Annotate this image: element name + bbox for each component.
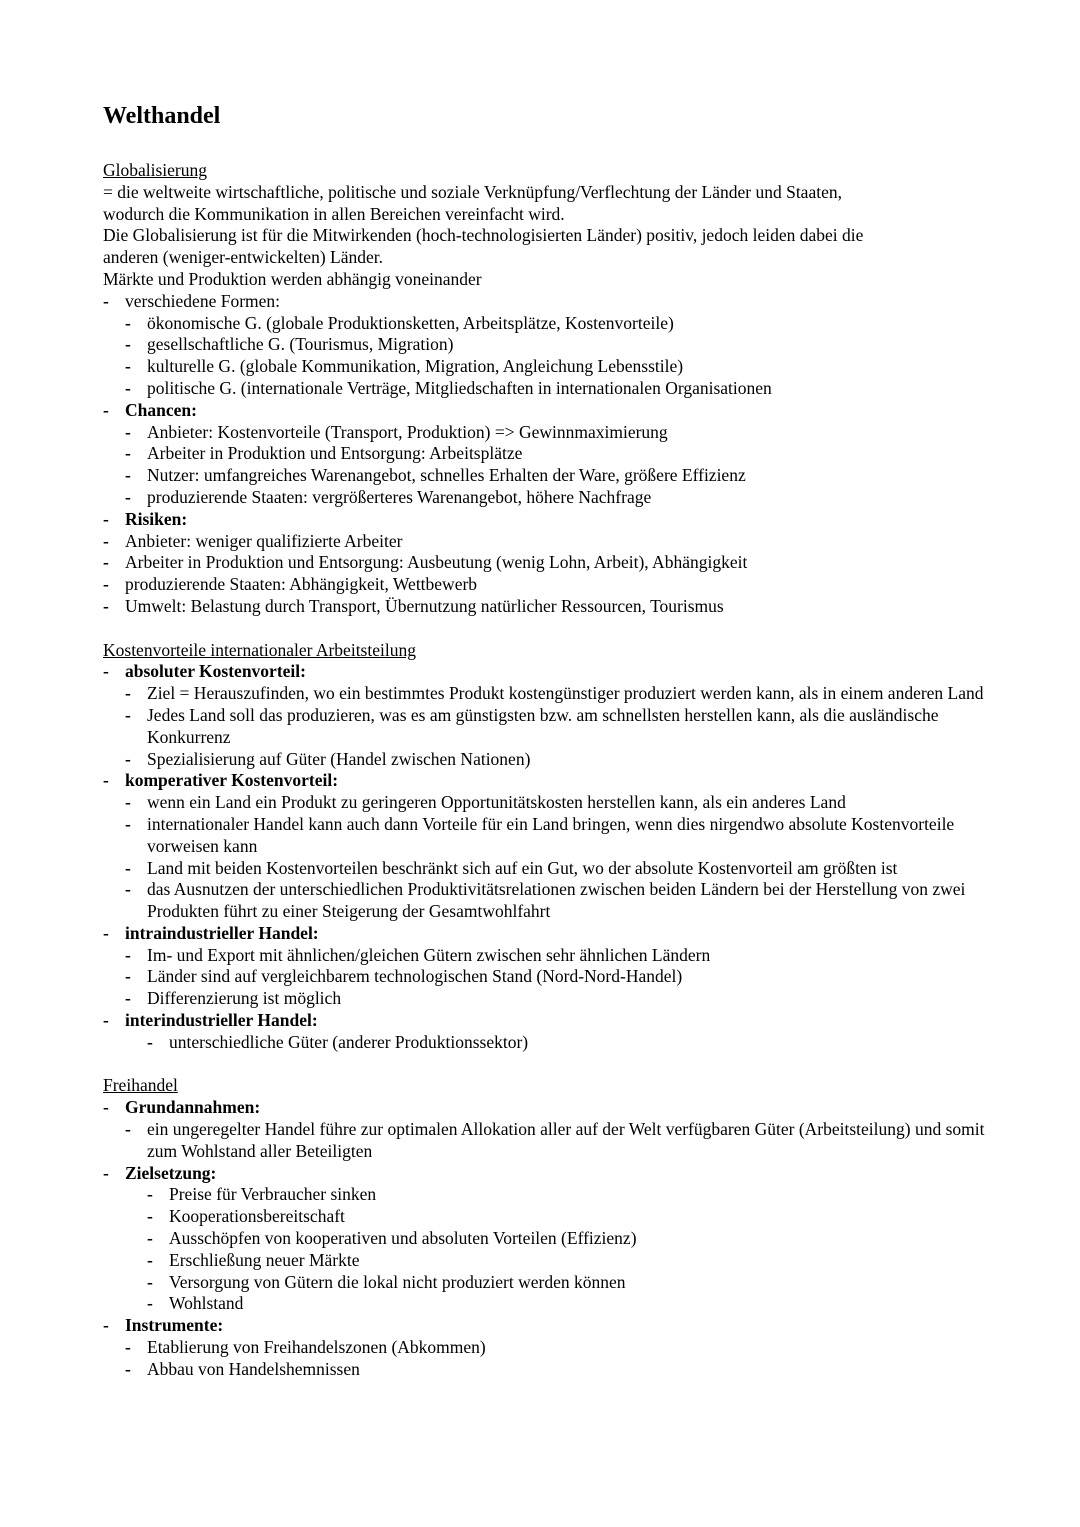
- list-item: - Länder sind auf vergleichbarem technologischen Stand (Nord-Nord-Handel): [125, 966, 683, 987]
- list-item: - verschiedene Formen:: [103, 290, 281, 311]
- bullet-dash-icon: -: [125, 1119, 131, 1140]
- list-item: - gesellschaftliche G. (Tourismus, Migration): [125, 334, 454, 355]
- bullet-dash-icon: -: [125, 988, 131, 1009]
- list-item: - Arbeiter in Produktion und Entsorgung: Arbeitsplätze: [125, 443, 523, 464]
- list-item: - Differenzierung ist möglich: [125, 988, 342, 1009]
- list-item: - Risiken:: [103, 508, 188, 529]
- section-freihandel: [103, 1075, 1003, 1380]
- list-item: - Nutzer: umfangreiches Warenangebot, schnelles Erhalten der Ware, größere Effizienz: [125, 465, 746, 486]
- paragraph-line: wodurch die Kommunikation in allen Bereichen vereinfacht wird.: [103, 203, 565, 224]
- bullet-dash-icon: -: [125, 966, 131, 987]
- list-item: - das Ausnutzen der unterschiedlichen Produktivitätsrelationen zwischen beiden Ländern bei der Herstellung von zwei Produkten führt zu einer Steigerung der Gesamtwohlfahrt: [125, 879, 966, 922]
- list-item: - intraindustrieller Handel:: [103, 922, 319, 943]
- list-item: - Land mit beiden Kostenvorteilen beschränkt sich auf ein Gut, wo der absolute Kostenvorteil am größten ist: [125, 857, 898, 878]
- bullet-dash-icon: -: [103, 1162, 109, 1183]
- bullet-dash-icon: -: [103, 1097, 109, 1118]
- bullet-dash-icon: -: [125, 792, 131, 813]
- list-item: - politische G. (internationale Verträge, Mitgliedschaften in internationalen Organisationen: [125, 377, 772, 398]
- bullet-dash-icon: -: [103, 595, 109, 616]
- bullet-dash-icon: -: [125, 421, 131, 442]
- list-item: - produzierende Staaten: Abhängigkeit, Wettbewerb: [103, 574, 478, 595]
- bullet-dash-icon: -: [147, 1293, 153, 1314]
- list-item: - Kooperationsbereitschaft: [147, 1206, 345, 1227]
- bullet-dash-icon: -: [125, 857, 131, 878]
- bullet-dash-icon: -: [103, 399, 109, 420]
- paragraph-line: = die weltweite wirtschaftliche, politische und soziale Verknüpfung/Verflechtung der Länder und Staaten,: [103, 181, 842, 202]
- list-item: - produzierende Staaten: vergrößerteres Warenangebot, höhere Nachfrage: [125, 486, 652, 507]
- bullet-dash-icon: -: [125, 683, 131, 704]
- list-item: - Etablierung von Freihandelszonen (Abkommen): [125, 1337, 486, 1358]
- bullet-dash-icon: -: [125, 486, 131, 507]
- list-item: - Ziel = Herauszufinden, wo ein bestimmtes Produkt kostengünstiger produziert werden kann, als in einem anderen Land: [125, 683, 984, 704]
- bullet-dash-icon: -: [103, 1315, 109, 1336]
- paragraph-line: Die Globalisierung ist für die Mitwirkenden (hoch-technologisierten Länder) positiv, jedoch leiden dabei die: [103, 225, 864, 246]
- list-item: - Arbeiter in Produktion und Entsorgung: Ausbeutung (wenig Lohn, Arbeit), Abhängigkeit: [103, 552, 748, 573]
- list-item: - Chancen:: [103, 399, 197, 420]
- bullet-dash-icon: -: [103, 922, 109, 943]
- list-item: - Instrumente:: [103, 1315, 224, 1336]
- bullet-dash-icon: -: [103, 508, 109, 529]
- list-item: - ökonomische G. (globale Produktionsketten, Arbeitsplätze, Kostenvorteile): [125, 312, 674, 333]
- list-item: - absoluter Kostenvorteil:: [103, 661, 306, 682]
- bullet-dash-icon: -: [125, 377, 131, 398]
- bullet-dash-icon: -: [125, 356, 131, 377]
- bullet-dash-icon: -: [125, 334, 131, 355]
- section-heading: Freihandel: [103, 1075, 178, 1096]
- bullet-dash-icon: -: [125, 1358, 131, 1379]
- bullet-dash-icon: -: [103, 290, 109, 311]
- paragraph-line: Märkte und Produktion werden abhängig voneinander: [103, 268, 482, 289]
- list-item: - Jedes Land soll das produzieren, was es am günstigsten bzw. am schnellsten herstellen kann, als die ausländische Konkurrenz: [125, 704, 939, 747]
- bullet-dash-icon: -: [103, 552, 109, 573]
- list-item: - Preise für Verbraucher sinken: [147, 1184, 377, 1205]
- list-item: - interindustrieller Handel:: [103, 1010, 318, 1031]
- list-item: - Abbau von Handelshemnissen: [125, 1358, 360, 1379]
- list-item: - wenn ein Land ein Produkt zu geringeren Opportunitätskosten herstellen kann, als ein anderes Land: [125, 792, 846, 813]
- bullet-dash-icon: -: [103, 574, 109, 595]
- bullet-dash-icon: -: [147, 1271, 153, 1292]
- bullet-dash-icon: -: [147, 1206, 153, 1227]
- paragraph-line: anderen (weniger-entwickelten) Länder.: [103, 247, 383, 268]
- list-item: - Wohlstand: [147, 1293, 244, 1314]
- bullet-dash-icon: -: [125, 944, 131, 965]
- bullet-dash-icon: -: [125, 465, 131, 486]
- list-item: - Zielsetzung:: [103, 1162, 217, 1183]
- bullet-dash-icon: -: [125, 748, 131, 769]
- bullet-dash-icon: -: [125, 879, 131, 900]
- list-item: - kulturelle G. (globale Kommunikation, Migration, Angleichung Lebensstile): [125, 356, 684, 377]
- list-item: - Erschließung neuer Märkte: [147, 1249, 360, 1270]
- document-title: Welthandel: [103, 103, 221, 129]
- bullet-dash-icon: -: [147, 1184, 153, 1205]
- list-item: - Umwelt: Belastung durch Transport, Übernutzung natürlicher Ressourcen, Tourismus: [103, 595, 724, 616]
- bullet-dash-icon: -: [147, 1228, 153, 1249]
- bullet-dash-icon: -: [147, 1249, 153, 1270]
- bullet-dash-icon: -: [125, 704, 131, 725]
- bullet-dash-icon: -: [125, 312, 131, 333]
- list-item: - unterschiedliche Güter (anderer Produktionssektor): [147, 1031, 529, 1052]
- document-page: [103, 98, 1003, 1381]
- bullet-dash-icon: -: [125, 1337, 131, 1358]
- bullet-dash-icon: -: [103, 661, 109, 682]
- list-item: - Anbieter: weniger qualifizierte Arbeiter: [103, 530, 403, 551]
- list-item: - internationaler Handel kann auch dann Vorteile für ein Land bringen, wenn dies nirgendwo absolute Kostenvorteile vorweisen kann: [125, 813, 955, 856]
- bullet-dash-icon: -: [147, 1031, 153, 1052]
- section-heading: Globalisierung: [103, 160, 208, 180]
- list-item: - komperativer Kostenvorteil:: [103, 770, 339, 791]
- bullet-dash-icon: -: [125, 443, 131, 464]
- list-item: - Grundannahmen:: [103, 1097, 261, 1118]
- bullet-dash-icon: -: [125, 813, 131, 834]
- section-kostenvorteile: [103, 640, 1003, 1054]
- list-item: - Anbieter: Kostenvorteile (Transport, Produktion) => Gewinnmaximierung: [125, 421, 668, 442]
- bullet-dash-icon: -: [103, 1010, 109, 1031]
- bullet-dash-icon: -: [103, 530, 109, 551]
- section-spacer: [103, 618, 1003, 640]
- section-globalisierung: [103, 160, 1003, 618]
- list-item: - Versorgung von Gütern die lokal nicht produziert werden können: [147, 1271, 626, 1292]
- section-spacer: [103, 1054, 1003, 1076]
- list-item: - ein ungeregelter Handel führe zur optimalen Allokation aller auf der Welt verfügbaren Güter (Arbeitsteilung) und somit zum Wohlstand aller Beteiligten: [125, 1119, 985, 1161]
- section-heading: Kostenvorteile internationaler Arbeitsteilung: [103, 639, 416, 660]
- list-item: - Im- und Export mit ähnlichen/gleichen Gütern zwischen sehr ähnlichen Ländern: [125, 944, 711, 965]
- bullet-dash-icon: -: [103, 770, 109, 791]
- list-item: - Ausschöpfen von kooperativen und absoluten Vorteilen (Effizienz): [147, 1228, 637, 1249]
- list-item: - Spezialisierung auf Güter (Handel zwischen Nationen): [125, 748, 531, 769]
